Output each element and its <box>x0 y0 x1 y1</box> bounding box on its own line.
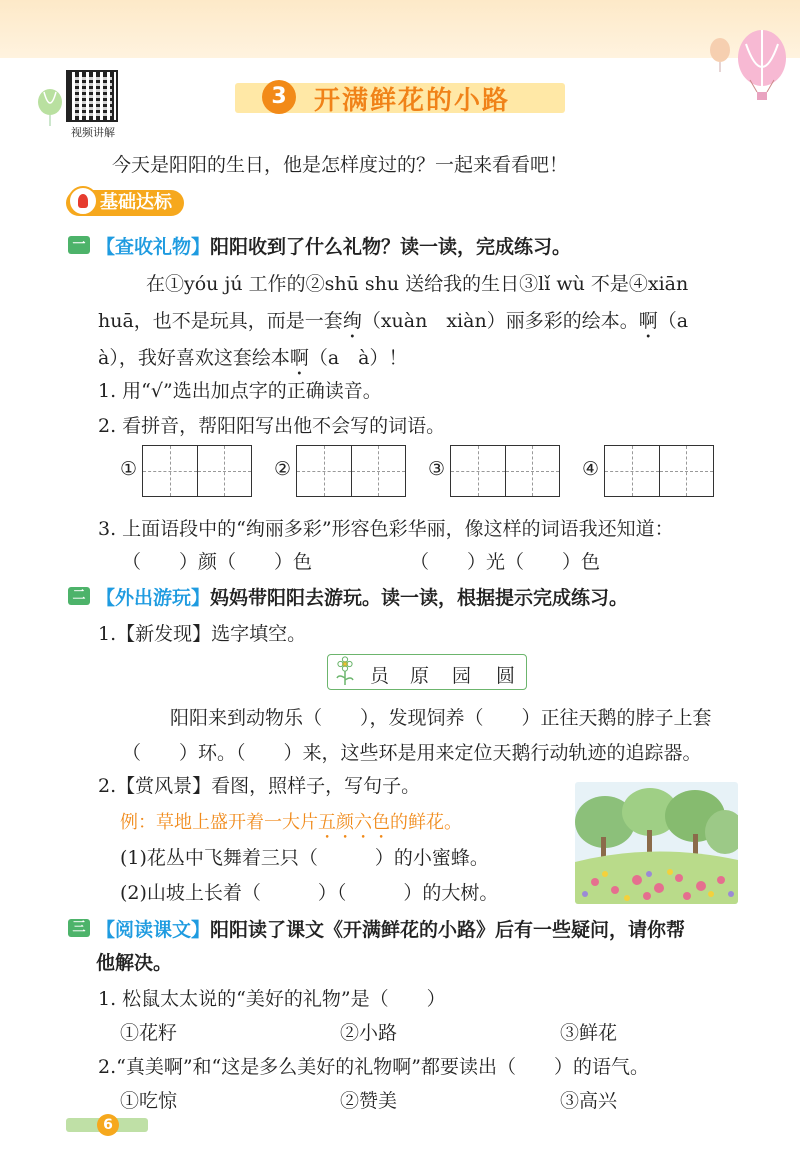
grid-label-4: ④ <box>582 458 600 480</box>
qr-code[interactable] <box>66 70 118 122</box>
qr-label: 视频讲解 <box>71 126 115 139</box>
q2-option-3[interactable]: ③高兴 <box>560 1090 618 1112</box>
grid-label-3: ③ <box>428 458 446 480</box>
section1-tag: 【查收礼物】 <box>96 236 211 258</box>
page-number: 6 <box>97 1114 119 1136</box>
section2-number: 二 <box>68 587 90 605</box>
section3-number: 三 <box>68 919 90 937</box>
lesson-title: 开满鲜花的小路 <box>314 86 511 116</box>
grid-label-1: ① <box>120 458 138 480</box>
balloon-icon <box>34 88 66 128</box>
text-span: huā，也不是玩具，而是一套 <box>98 310 343 332</box>
section1-paragraph-line1: 在①yóu jú 工作的②shū shu 送给我的生日③lǐ wù 不是④xiān <box>146 273 689 295</box>
dotted-char: 啊 <box>638 310 658 332</box>
q1-option-1[interactable]: ①花籽 <box>120 1022 178 1044</box>
fill-paragraph-line2: （ ）环。（ ）来，这些环是用来定位天鹅行动轨迹的追踪器。 <box>122 742 702 764</box>
writing-grid-2[interactable] <box>296 445 406 497</box>
section1-question2: 2. 看拼音，帮阳阳写出他不会写的词语。 <box>98 415 446 437</box>
section3-question2: 2.“真美啊”和“这是多么美好的礼物啊”都要读出（ ）的语气。 <box>98 1056 649 1078</box>
q1-option-2[interactable]: ②小路 <box>340 1022 398 1044</box>
section3-instruction: 阳阳读了课文《开满鲜花的小路》后有一些疑问，请你帮 <box>210 919 686 941</box>
intro-text: 今天是阳阳的生日，他是怎样度过的？一起来看看吧！ <box>112 154 569 176</box>
basic-badge: 基础达标 <box>66 190 184 216</box>
section1-number: 一 <box>68 236 90 254</box>
q2-option-1[interactable]: ①吃惊 <box>120 1090 178 1112</box>
word-choice-1: 员 <box>370 665 390 687</box>
lesson-number: 3 <box>262 80 296 114</box>
meadow-illustration <box>575 782 738 904</box>
sentence-item-2: (2)山坡上长着（ ）（ ）的大树。 <box>120 882 499 904</box>
word-choice-3: 园 <box>452 665 472 687</box>
section2-question1: 1.【新发现】选字填空。 <box>98 623 307 645</box>
section3-tag: 【阅读课文】 <box>96 919 211 941</box>
q3-blanks-left[interactable]: （ ）颜（ ）色 <box>122 551 313 573</box>
text-span: 的鲜花。 <box>390 812 462 833</box>
sentence-item-1: (1)花丛中飞舞着三只（ ）的小蜜蜂。 <box>120 847 489 869</box>
dotted-text: 五颜六色 <box>318 812 390 833</box>
section1-instruction: 阳阳收到了什么礼物？读一读，完成练习。 <box>210 236 572 258</box>
header-band <box>0 0 800 58</box>
flower-icon <box>333 656 357 686</box>
writing-grid-1[interactable] <box>142 445 252 497</box>
word-choice-4: 圆 <box>496 665 516 687</box>
writing-grid-3[interactable] <box>450 445 560 497</box>
section1-paragraph-line2 <box>98 306 688 343</box>
word-choice-2: 原 <box>410 665 430 687</box>
dotted-char: 啊 <box>289 347 309 369</box>
section2-tag: 【外出游玩】 <box>96 587 211 609</box>
section1-paragraph-line3 <box>98 343 408 380</box>
medal-icon <box>68 186 98 216</box>
section2-instruction: 妈妈带阳阳去游玩。读一读，根据提示完成练习。 <box>210 587 629 609</box>
section3-question1: 1. 松鼠太太说的“美好的礼物”是（ ） <box>98 988 446 1010</box>
text-span: （a <box>657 310 689 332</box>
hot-air-balloon-icon <box>702 20 792 110</box>
q3-blanks-right[interactable]: （ ）光（ ）色 <box>410 551 601 573</box>
text-span: 例：草地上盛开着一大片 <box>120 812 318 833</box>
section1-question3: 3. 上面语段中的“绚丽多彩”形容色彩华丽，像这样的词语我还知道： <box>98 518 674 540</box>
section3-instruction-cont: 他解决。 <box>96 952 173 974</box>
text-span: （a à）！ <box>308 347 408 369</box>
fill-paragraph-line1: 阳阳来到动物乐（ ），发现饲养（ ）正往天鹅的脖子上套 <box>170 707 712 729</box>
grid-label-2: ② <box>274 458 292 480</box>
text-span: （xuàn xiàn）丽多彩的绘本。 <box>361 310 639 332</box>
section1-question1: 1. 用“√”选出加点字的正确读音。 <box>98 380 382 402</box>
q2-option-2[interactable]: ②赞美 <box>340 1090 398 1112</box>
section2-question2: 2.【赏风景】看图，照样子，写句子。 <box>98 775 421 797</box>
q1-option-3[interactable]: ③鲜花 <box>560 1022 618 1044</box>
dotted-char: 绚 <box>342 310 362 332</box>
writing-grid-4[interactable] <box>604 445 714 497</box>
example-sentence <box>120 808 462 843</box>
text-span: à），我好喜欢这套绘本 <box>98 347 290 369</box>
